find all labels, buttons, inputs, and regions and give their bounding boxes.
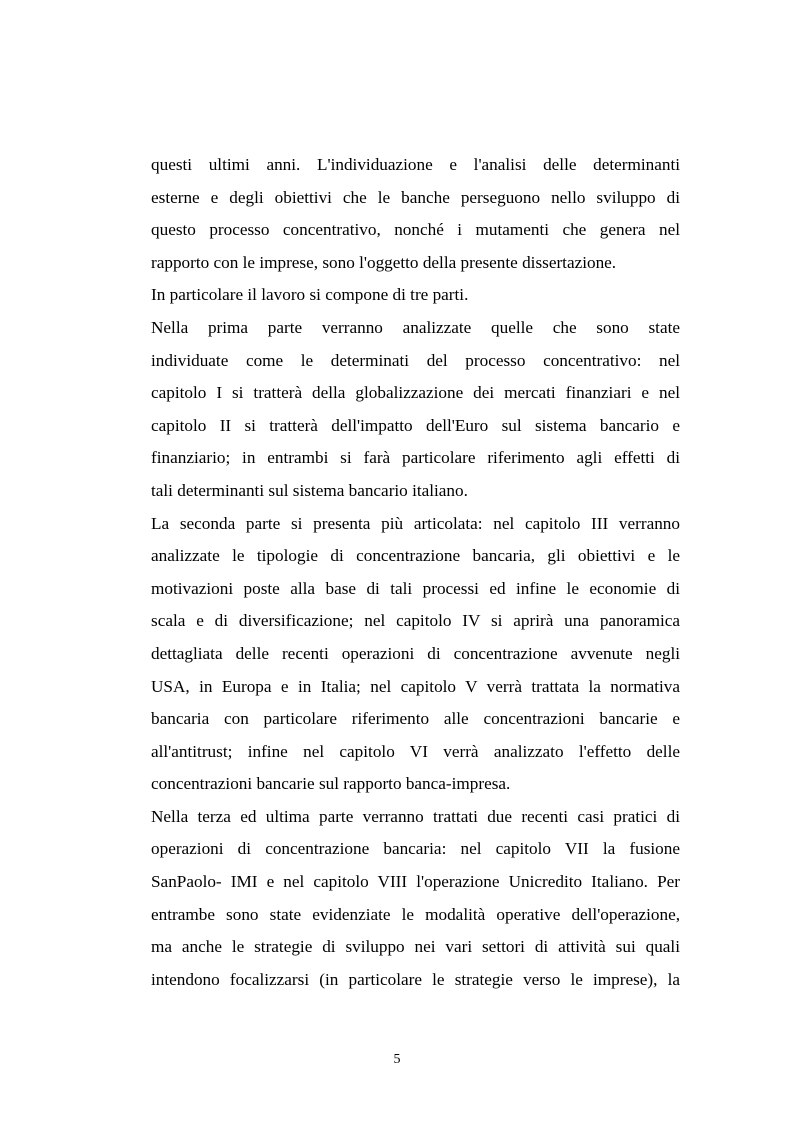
text-line: concentrazioni bancarie sul rapporto banca-impresa.	[151, 774, 511, 794]
text-line: bancaria con particolare riferimento alle concentrazioni bancarie e	[151, 709, 680, 729]
text-line: tali determinanti sul sistema bancario italiano.	[151, 480, 468, 500]
text-line: SanPaolo- IMI e nel capitolo VIII l'operazione Unicredito Italiano. Per	[151, 872, 680, 892]
text-line: individuate come le determinati del processo concentrativo: nel	[151, 350, 680, 370]
text-line: motivazioni poste alla base di tali processi ed infine le economie di	[151, 578, 680, 598]
text-line: La seconda parte si presenta più articolata: nel capitolo III verranno	[151, 513, 680, 533]
text-line: esterne e degli obiettivi che le banche perseguono nello sviluppo di	[151, 187, 680, 207]
text-line: operazioni di concentrazione bancaria: nel capitolo VII la fusione	[151, 839, 680, 859]
text-line: rapporto con le imprese, sono l'oggetto della presente dissertazione.	[151, 252, 617, 272]
text-line: all'antitrust; infine nel capitolo VI verrà analizzato l'effetto delle	[151, 741, 680, 761]
text-line: questo processo concentrativo, nonché i mutamenti che genera nel	[151, 220, 680, 240]
text-line: capitolo I si tratterà della globalizzazione dei mercati finanziari e nel	[151, 383, 680, 403]
text-line: scala e di diversificazione; nel capitolo IV si aprirà una panoramica	[151, 611, 680, 631]
text-line: In particolare il lavoro si compone di tre parti.	[151, 285, 469, 305]
text-line: Nella terza ed ultima parte verranno trattati due recenti casi pratici di	[151, 806, 680, 826]
body-text	[151, 149, 680, 996]
text-line: ma anche le strategie di sviluppo nei vari settori di attività sui quali	[151, 937, 680, 957]
text-line: dettagliata delle recenti operazioni di concentrazione avvenute negli	[151, 643, 680, 663]
text-line: capitolo II si tratterà dell'impatto dell'Euro sul sistema bancario e	[151, 415, 680, 435]
text-line: finanziario; in entrambi si farà particolare riferimento agli effetti di	[151, 448, 680, 468]
text-line: Nella prima parte verranno analizzate quelle che sono state	[151, 317, 680, 337]
text-line: analizzate le tipologie di concentrazione bancaria, gli obiettivi e le	[151, 546, 680, 566]
text-line: intendono focalizzarsi (in particolare le strategie verso le imprese), la	[151, 969, 680, 989]
text-line: questi ultimi anni. L'individuazione e l'analisi delle determinanti	[151, 155, 680, 174]
text-line: USA, in Europa e in Italia; nel capitolo V verrà trattata la normativa	[151, 676, 680, 696]
text-line: entrambe sono state evidenziate le modalità operative dell'operazione,	[151, 904, 680, 924]
page-number: 5	[393, 1052, 401, 1067]
